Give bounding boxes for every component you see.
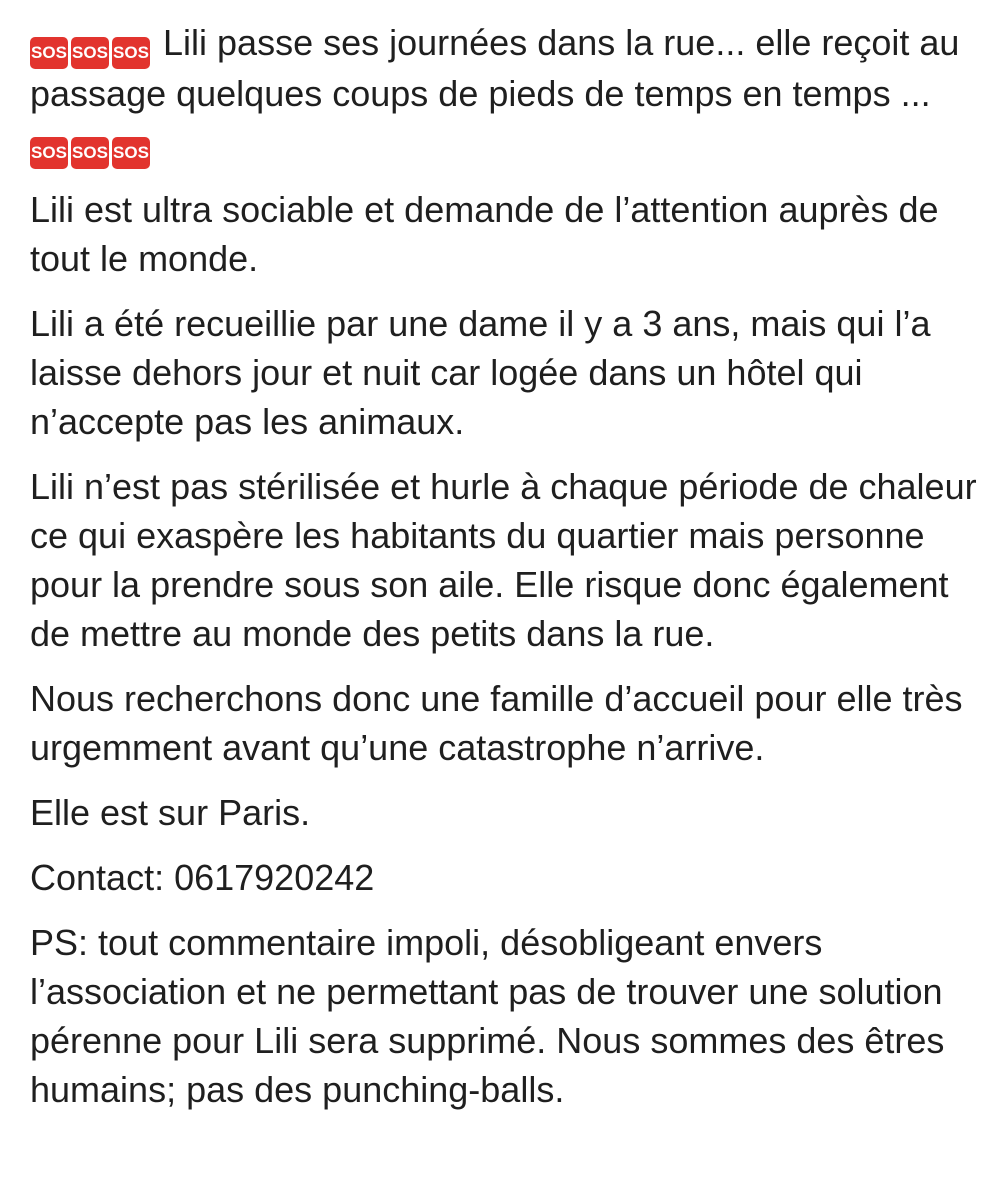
- post-paragraph-ps: PS: tout commentaire impoli, désobligeant envers l’association et ne permettant pas de trouver une solution pérenne pour Lili sera supprimé. Nous sommes des êtres humains; pas des punching-balls.: [30, 922, 945, 1110]
- post-body: [30, 18, 980, 1130]
- sos-icon: SOS: [30, 137, 68, 169]
- sos-icon: SOS: [71, 37, 109, 69]
- post-paragraph-4: Lili n’est pas stérilisée et hurle à chaque période de chaleur ce qui exaspère les habitants du quartier mais personne pour la prendre sous son aile. Elle risque donc également de mettre au monde des petits dans la rue.: [30, 466, 977, 654]
- post-paragraph-6: Elle est sur Paris.: [30, 792, 311, 833]
- sos-icon: SOS: [30, 37, 68, 69]
- post-paragraph-5: Nous recherchons donc une famille d’accueil pour elle très urgemment avant qu’une catastrophe n’arrive.: [30, 678, 963, 768]
- sos-icon: SOS: [112, 37, 150, 69]
- post-paragraph-1: [30, 18, 980, 169]
- sos-icon-group-end: [30, 122, 153, 163]
- contact-line: Contact: 0617920242: [30, 857, 375, 898]
- sos-icon: SOS: [71, 137, 109, 169]
- post-paragraph-3: Lili a été recueillie par une dame il y a 3 ans, mais qui l’a laisse dehors jour et nuit car logée dans un hôtel qui n’accepte pas les animaux.: [30, 303, 931, 442]
- post-paragraph-1-text: Lili passe ses journées dans la rue... elle reçoit au passage quelques coups de pieds de temps en temps ...: [30, 22, 960, 114]
- sos-icon-group-start: [30, 22, 153, 63]
- post-paragraph-2: Lili est ultra sociable et demande de l’attention auprès de tout le monde.: [30, 189, 939, 279]
- sos-icon: SOS: [112, 137, 150, 169]
